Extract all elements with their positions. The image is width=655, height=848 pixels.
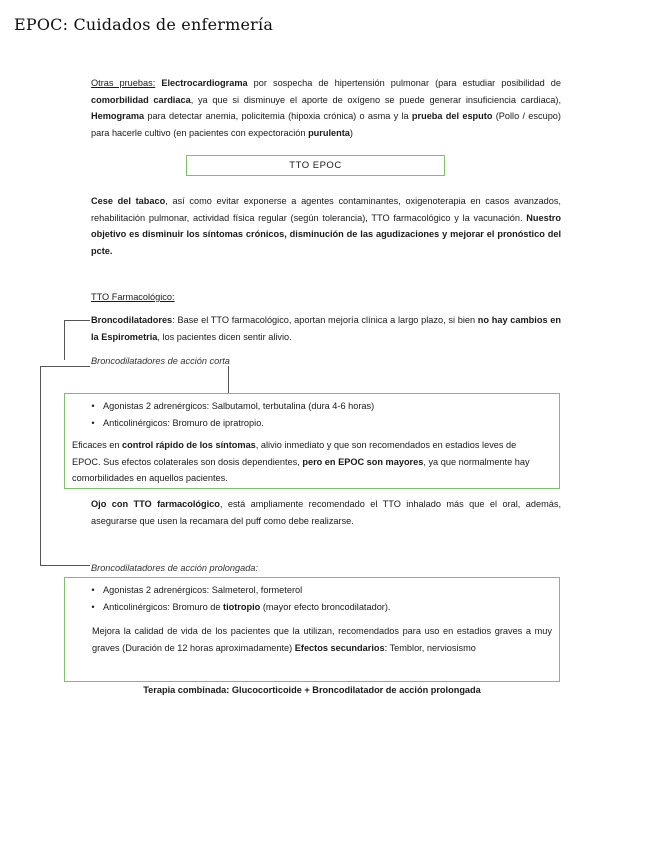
otras-pruebas-label: Otras pruebas: <box>91 78 156 88</box>
cese-tabaco-paragraph: Cese del tabaco, así como evitar exponerse a agentes contaminantes, oxigenoterapia en casos avanzados, rehabilitación pulmonar, actividad física regular (según tolerancia), TTO farmacológico y la vacunación. Nuestro objetivo es disminuir los síntomas crónicos, disminución de las agudizaciones y mejorar el pronóstico del pcte. <box>91 196 561 256</box>
list-item: • Agonistas 2 adrenérgicos: Salmeterol, formeterol <box>83 582 543 599</box>
esputo-term: prueba del esputo <box>411 111 493 121</box>
accion-prolongada-box <box>64 577 560 682</box>
list-item: • Anticolinérgicos: Bromuro de ipratropio. <box>83 415 543 432</box>
bullet-icon: • <box>91 601 95 612</box>
connector-line <box>228 366 229 393</box>
connector-line <box>40 565 90 566</box>
epoc-mayores-term: pero en EPOC son mayores <box>302 456 424 467</box>
ojo-tto-term: Ojo con TTO farmacológico <box>91 499 220 509</box>
hemograma-term: Hemograma <box>91 111 145 121</box>
ojo-tto-paragraph: Ojo con TTO farmacológico, está ampliamente recomendado el TTO inhalado más que el oral, además, asegurarse que usen la recamara del puff como debe realizarse. <box>91 499 561 526</box>
connector-line <box>40 366 90 367</box>
control-rapido-term: control rápido de los síntomas <box>122 440 256 450</box>
bullet-icon: • <box>91 401 95 411</box>
connector-line <box>40 366 41 565</box>
objetivo-statement: Nuestro objetivo es disminuir los síntomas crónicos, disminución de las agudizaciones y mejorar el pronóstico del pcte. <box>91 212 561 256</box>
connector-line <box>64 320 90 321</box>
bullet-icon: • <box>91 417 95 428</box>
connector-line <box>64 320 65 360</box>
tiotropio-term: tiotropio <box>223 601 261 612</box>
document-title: EPOC: Cuidados de enfermería <box>14 15 274 34</box>
espirometria-term: no hay cambios en la Espirometria <box>91 315 561 342</box>
cese-tabaco-term: Cese del tabaco <box>91 196 166 206</box>
tto-epoc-box: TTO EPOC <box>186 155 445 176</box>
list-item: • Anticolinérgicos: Bromuro de tiotropio (mayor efecto broncodilatador). <box>83 599 543 616</box>
terapia-combinada: Terapia combinada: Glucocorticoide + Broncodilatador de acción prolongada <box>143 685 481 695</box>
accion-corta-box <box>64 393 560 489</box>
purulenta-term: purulenta <box>308 127 350 138</box>
otras-pruebas-paragraph: Otras pruebas: Electrocardiograma por sospecha de hipertensión pulmonar (para estudiar posibilidad de comorbilidad cardiaca, ya que si disminuye el aporte de oxígeno se puede generar insuficiencia cardiaca), Hemograma para detectar anemia, policitemia (hipoxia crónica) o asma y la prueba del esputo (Pollo / escupo) para hacerle cultivo (en pacientes con expectoración purulenta) <box>91 78 561 138</box>
tto-farmacologico-heading: TTO Farmacológico: <box>91 292 175 302</box>
accion-prolongada-paragraph: Mejora la calidad de vida de los pacientes que la utilizan, recomendados para uso en estadios graves a muy graves (Duración de 12 horas aproximadamente) Efectos secundarios: Temblor, nerviosismo <box>92 626 552 653</box>
list-item: • Agonistas 2 adrenérgicos: Salbutamol, terbutalina (dura 4-6 horas) <box>83 398 543 415</box>
bullet-icon: • <box>91 585 95 595</box>
ecg-term: Electrocardiograma <box>161 78 248 88</box>
accion-corta-paragraph: Eficaces en control rápido de los síntomas, alivio inmediato y que son recomendados en estadios leves de EPOC. Sus efectos colaterales son dosis dependientes, pero en EPOC son mayores, ya que normalmente hay comorbilidades en aquellos pacientes. <box>72 440 530 483</box>
broncodilatadores-term: Broncodilatadores <box>91 315 173 325</box>
comorbilidad-term: comorbilidad cardiaca <box>91 94 191 105</box>
efectos-secundarios-term: Efectos secundarios <box>294 642 385 653</box>
accion-corta-label: Broncodilatadores de acción corta <box>91 356 230 366</box>
broncodilatadores-paragraph: Broncodilatadores: Base el TTO farmacológico, aportan mejoría clínica a largo plazo, si bien no hay cambios en la Espirometria, los pacientes dicen sentir alivio. <box>91 315 561 342</box>
accion-prolongada-label: Broncodilatadores de acción prolongada: <box>91 563 259 573</box>
